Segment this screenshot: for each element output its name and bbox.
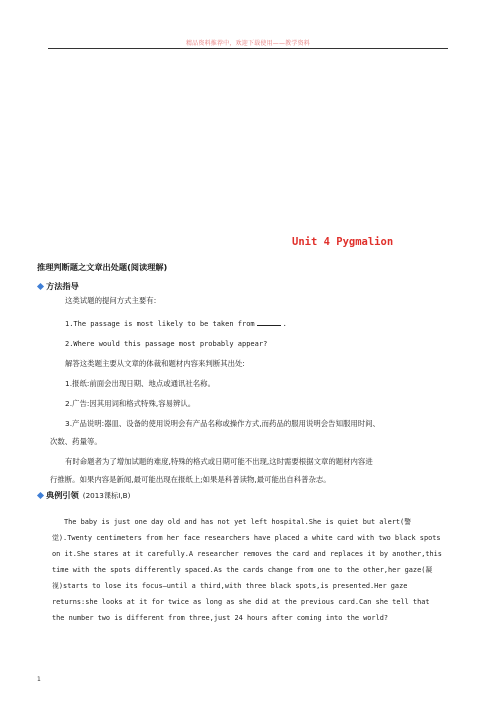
passage-line: time with the spots differently spaced.As the cards change from one to the other,her gaze(凝	[52, 566, 433, 574]
point-3-line-2: 次数、药量等。	[50, 437, 102, 446]
example-source: (2013课标Ⅰ,B)	[82, 490, 131, 500]
question-1	[65, 318, 287, 329]
question-2: 2.Where would this passage most probably appear?	[65, 340, 268, 348]
method-label	[37, 281, 79, 292]
strategy-text: 解答这类题主要从文章的体裁和题材内容来判断其出处:	[65, 359, 245, 368]
document-title: Unit 4 Pygmalion	[292, 236, 394, 248]
example-label	[37, 490, 130, 501]
extra-line-2: 行推断。如果内容是新闻,最可能出现在报纸上;如果是科普读物,最可能出自科普杂志。	[50, 475, 331, 484]
passage-line-text: The baby is just one day old and has not yet left hospital.She is quiet but alert(警	[64, 518, 412, 526]
diamond-bullet-icon	[37, 492, 44, 499]
passage-line: returns:she looks at it for twice as long as she did at the previous card.Can she tell that	[52, 598, 430, 606]
point-3-line-1: 3.产品说明:器皿、设备的使用说明会有产品名称或操作方式,而药品的服用说明会告知服用时间、	[65, 419, 380, 428]
section-heading: 推理判断题之文章出处题(阅读理解)	[37, 262, 168, 272]
passage-line: on it.She stares at it carefully.A researcher removes the card and replaces it by another,this	[52, 550, 442, 558]
extra-line-1: 有时命题者为了增加试题的难度,特殊的格式或日期可能不出现,这时需要根据文章的题材内容进	[65, 457, 373, 466]
passage-line: the number two is different from three,just 24 hours after coming into the world?	[52, 614, 389, 622]
passage-line	[52, 514, 460, 530]
diamond-bullet-icon	[37, 283, 44, 290]
point-2: 2.广告:因其用词和格式特殊,容易辨认。	[65, 399, 196, 408]
reading-passage	[52, 514, 460, 626]
page-number: 1	[37, 676, 41, 683]
question-1-text: 1.The passage is most likely to be taken from	[65, 320, 255, 328]
example-label-text: 典例引领	[46, 490, 79, 500]
method-label-text: 方法指导	[46, 281, 79, 291]
passage-line: 视)starts to lose its focus—until a third,with three black spots,is presented.Her gaze	[52, 582, 408, 590]
header-note: 精品资料推荐中，欢迎下载使用——教学资料	[185, 40, 310, 47]
point-1: 1.报纸:前面会出现日期、地点或通讯社名称。	[65, 379, 215, 388]
intro-text: 这类试题的提问方式主要有:	[65, 296, 157, 305]
answer-blank	[257, 318, 281, 326]
question-1-end: .	[282, 320, 287, 328]
header-divider	[48, 48, 448, 49]
passage-line: 觉).Twenty centimeters from her face researchers have placed a white card with two black spots	[52, 534, 441, 542]
